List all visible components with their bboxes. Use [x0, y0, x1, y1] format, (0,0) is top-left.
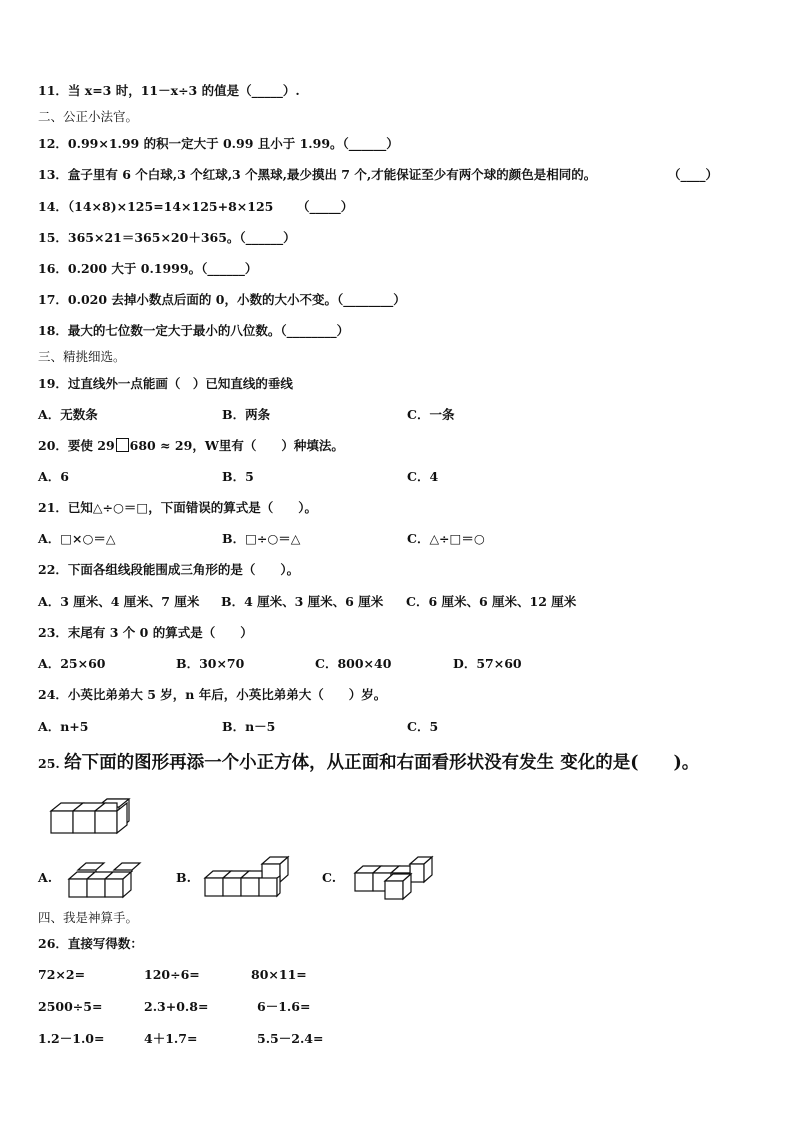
q22-option-a[interactable]: A．3 厘米、4 厘米、7 厘米 — [38, 594, 200, 609]
question-26: 26．直接写得数： — [38, 936, 143, 951]
q19-option-b[interactable]: B．两条 — [222, 407, 271, 422]
calc-item: 5.5－2.4= — [257, 1031, 324, 1046]
cube-figure-option-a[interactable] — [66, 860, 146, 900]
q19-option-c[interactable]: C．一条 — [407, 407, 455, 422]
q20-option-c[interactable]: C．4 — [407, 469, 439, 484]
question-18: 18．最大的七位数一定大于最小的八位数。（________） — [38, 323, 350, 338]
question-13-blank[interactable]: （____） — [668, 167, 719, 182]
q23-option-c[interactable]: C．800×40 — [315, 656, 392, 671]
q22-option-c[interactable]: C．6 厘米、6 厘米、12 厘米 — [406, 594, 577, 609]
question-24: 24．小英比弟弟大 5 岁，n 年后，小英比弟弟大（ ）岁。 — [38, 687, 387, 702]
calc-item: 120÷6= — [144, 967, 200, 982]
question-14: 14．（14×8)×125=14×125+8×125 — [38, 199, 274, 214]
question-23: 23．末尾有 3 个 0 的算式是（ ） — [38, 625, 253, 640]
question-25-number: 25. — [38, 756, 60, 771]
question-25 — [38, 755, 699, 772]
q19-option-a[interactable]: A．无数条 — [38, 407, 98, 422]
q24-option-a[interactable]: A．n+5 — [38, 719, 89, 734]
q23-option-d[interactable]: D．57×60 — [453, 656, 522, 671]
q21-option-b[interactable]: B．□÷○＝△ — [222, 531, 301, 546]
calc-item: 72×2= — [38, 967, 86, 982]
q23-option-b[interactable]: B．30×70 — [176, 656, 245, 671]
blank-square-icon — [116, 438, 129, 452]
calc-item: 4＋1.7= — [144, 1031, 198, 1046]
calc-item: 2500÷5= — [38, 999, 103, 1014]
question-19: 19．过直线外一点能画（ ）已知直线的垂线 — [38, 376, 293, 391]
q25-option-c[interactable]: C. — [322, 870, 337, 885]
q20-option-b[interactable]: B．5 — [222, 469, 254, 484]
q22-option-b[interactable]: B．4 厘米、3 厘米、6 厘米 — [221, 594, 384, 609]
cube-figure-option-c[interactable] — [352, 855, 438, 905]
section-2-heading: 二、公正小法官。 — [38, 109, 139, 124]
q23-option-a[interactable]: A．25×60 — [38, 656, 106, 671]
cube-figure-option-b[interactable] — [202, 855, 294, 899]
section-4-heading: 四、我是神算手。 — [38, 910, 139, 925]
question-12: 12．0.99×1.99 的积一定大于 0.99 且小于 1.99。（______） — [38, 136, 399, 151]
section-3-heading: 三、精挑细选。 — [38, 349, 126, 364]
q21-option-c[interactable]: C．△÷□＝○ — [407, 531, 485, 546]
question-15: 15．365×21＝365×20＋365。（______） — [38, 230, 296, 245]
question-14-blank[interactable]: （_____） — [297, 199, 354, 214]
question-25-text: 给下面的图形再添一个小正方体，从正面和右面看形状没有发生 变化的是( )。 — [64, 753, 700, 773]
q25-option-b[interactable]: B. — [176, 870, 191, 885]
q20-option-a[interactable]: A．6 — [38, 469, 69, 484]
q25-option-a[interactable]: A. — [38, 870, 53, 885]
q24-option-b[interactable]: B．n－5 — [222, 719, 276, 734]
cube-figure-original — [48, 797, 138, 837]
question-20-text-b: 680 ≈ 29，W里有（ ）种填法。 — [129, 438, 344, 453]
question-20 — [38, 438, 344, 454]
calc-item: 6－1.6= — [257, 999, 311, 1014]
question-20-text-a: 20．要使 29 — [38, 438, 115, 453]
calc-item: 1.2－1.0= — [38, 1031, 105, 1046]
question-22: 22．下面各组线段能围成三角形的是（ ）。 — [38, 562, 300, 577]
calc-item: 2.3+0.8= — [144, 999, 209, 1014]
q24-option-c[interactable]: C．5 — [407, 719, 439, 734]
calc-item: 80×11= — [251, 967, 307, 982]
question-16: 16．0.200 大于 0.1999。（______） — [38, 261, 258, 276]
question-17: 17．0.020 去掉小数点后面的 0，小数的大小不变。（________） — [38, 292, 406, 307]
question-11: 11．当 x=3 时，11－x÷3 的值是（_____）. — [38, 83, 300, 98]
question-13: 13．盒子里有 6 个白球,3 个红球,3 个黑球,最少摸出 7 个,才能保证至少有两个球的颜色是相同的。 — [38, 167, 597, 182]
q21-option-a[interactable]: A．□×○＝△ — [38, 531, 116, 546]
question-21: 21．已知△÷○＝□，下面错误的算式是（ ）。 — [38, 500, 317, 515]
